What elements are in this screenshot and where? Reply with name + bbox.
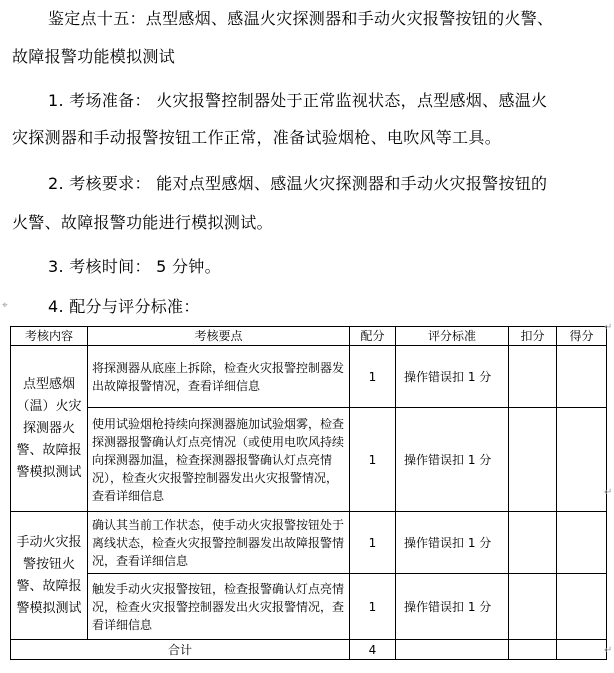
header-content: 考核内容 <box>11 327 88 346</box>
total-score: 4 <box>350 640 396 660</box>
group1-row2-score: 1 <box>350 408 396 512</box>
total-row <box>11 640 607 660</box>
scoring-heading: 4. 配分与评分标准： <box>48 297 200 316</box>
group2-row1-point: 确认其当前工作状态，使手动火灾报警按钮处于离线状态，检查火灾报警控制器发出故障报警情况，查看详细信息 <box>88 512 350 574</box>
prep-line-2: 灾探测器和手动报警按钮工作正常，准备试验烟枪、电吹风等工具。 <box>12 128 502 147</box>
exam-time: 3. 考核时间： 5 分钟。 <box>48 257 221 276</box>
group1-row1-score: 1 <box>350 346 396 408</box>
total-deduct <box>509 640 557 660</box>
prep-line-1: 1. 考场准备： 火灾报警控制器处于正常监视状态，点型感烟、感温火 <box>48 91 548 110</box>
group2-row2-earned <box>557 574 607 640</box>
total-earned <box>557 640 607 660</box>
title-line-1: 鉴定点十五：点型感烟、感温火灾探测器和手动火灾报警按钮的火警、 <box>48 9 554 28</box>
header-earned: 得分 <box>557 327 607 346</box>
table-anchor-icon: ⌖ <box>2 300 8 311</box>
group2-row1-score: 1 <box>350 512 396 574</box>
group2-row1-earned <box>557 512 607 574</box>
row-end-marker-icon: ↵ <box>604 487 613 498</box>
row-end-marker-icon: ↵ <box>604 645 613 656</box>
total-standard <box>396 640 509 660</box>
header-score: 配分 <box>350 327 396 346</box>
group2-row2-point: 触发手动火灾报警按钮，检查报警确认灯点亮情况，检查火灾报警控制器发出火灾报警情况，查看详细信息 <box>88 574 350 640</box>
header-deduct: 扣分 <box>509 327 557 346</box>
group1-content: 点型感烟（温）火灾探测器火警、故障报警模拟测试 <box>11 346 88 512</box>
requirement-line-2: 火警、故障报警功能进行模拟测试。 <box>12 213 273 232</box>
group1-row2-earned <box>557 408 607 512</box>
group2-row2-score: 1 <box>350 574 396 640</box>
group1-row2-deduct <box>509 408 557 512</box>
group2-row2-deduct <box>509 574 557 640</box>
group2-row1-standard: 操作错误扣 1 分 <box>396 512 509 574</box>
group2-content: 手动火灾报警按钮火警、故障报警模拟测试 <box>11 512 88 640</box>
table-row <box>11 574 607 640</box>
group2-row2-standard: 操作错误扣 1 分 <box>396 574 509 640</box>
table-header-row <box>11 327 607 346</box>
group2-row1-deduct <box>509 512 557 574</box>
row-end-marker-icon: ↵ <box>604 322 613 333</box>
group1-row1-standard: 操作错误扣 1 分 <box>396 346 509 408</box>
group1-row2-standard: 操作错误扣 1 分 <box>396 408 509 512</box>
group1-row2-point: 使用试验烟枪持续向探测器施加试验烟雾，检查探测器报警确认灯点亮情况（或使用电吹风持续向探测器加温，检查探测器报警确认灯点亮情况），检查火灾报警控制器发出火灾报警情况，查看详细信息 <box>88 408 350 512</box>
header-standard: 评分标准 <box>396 327 509 346</box>
group1-row1-earned <box>557 346 607 408</box>
title-line-2: 故障报警功能模拟测试 <box>12 47 176 66</box>
table-row <box>11 408 607 512</box>
header-point: 考核要点 <box>88 327 350 346</box>
table-row <box>11 346 607 408</box>
total-label: 合计 <box>11 640 350 660</box>
group1-row1-deduct <box>509 346 557 408</box>
table-row <box>11 512 607 574</box>
scoring-table <box>10 326 607 660</box>
group1-row1-point: 将探测器从底座上拆除，检查火灾报警控制器发出故障报警情况，查看详细信息 <box>88 346 350 408</box>
requirement-line-1: 2. 考核要求： 能对点型感烟、感温火灾探测器和手动火灾报警按钮的 <box>48 174 548 193</box>
